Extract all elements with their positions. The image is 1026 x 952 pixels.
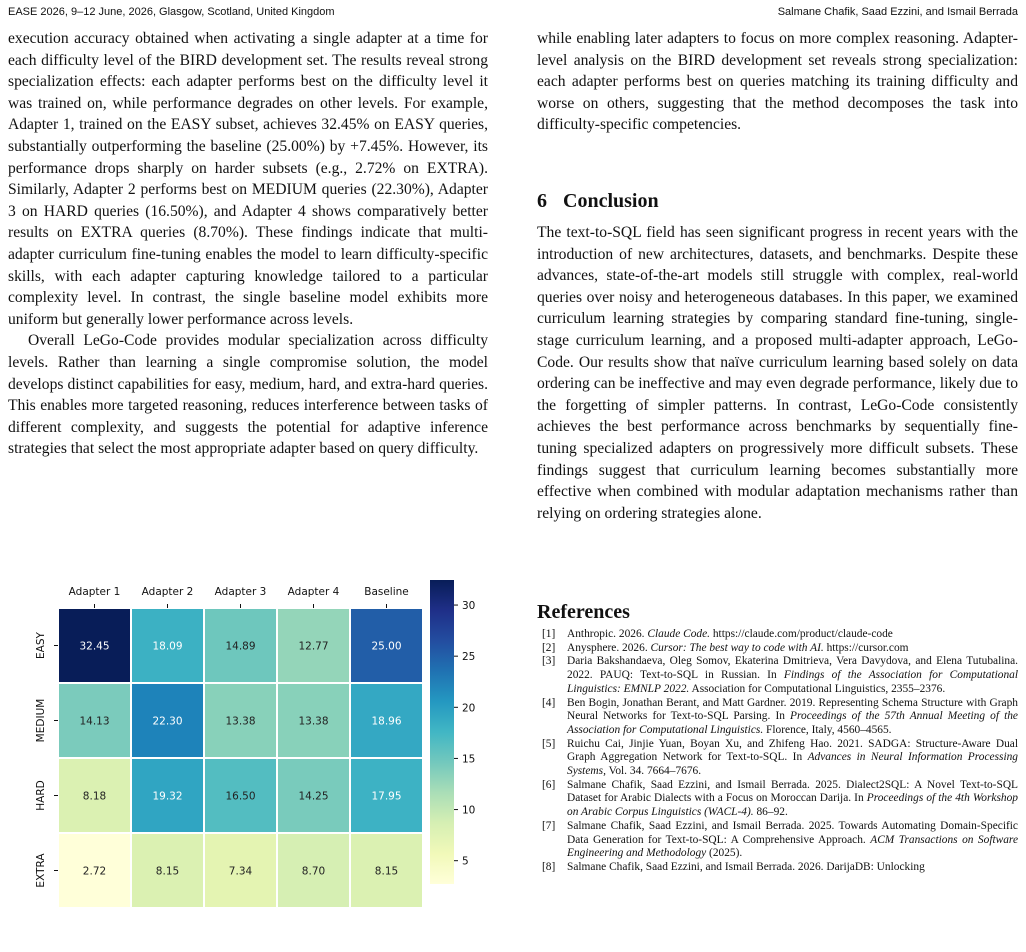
conclusion-paragraph: The text-to-SQL field has seen significant progress in recent years with the introduction of new architectures, datasets, and benchmarks. Despite these advances, state-of-the-art models still struggle with complex, real-world queries over noisy and heterogeneous databases. In this paper, we examined curriculum learning strategies by comparing standard fine-tuning, single-stage curriculum learning, and a proposed multi-adapter approach, LeGo-Code. Our results show that naïve curriculum learning based solely on data ordering can be ineffective and may even degrade performance, likely due to the forgetting of simpler patterns. In contrast, LeGo-Code consistently achieves the best performance across benchmarks by sequentially fine-tuning specialized adapters on progressively more difficult subsets. These findings suggest that curriculum learning becomes substantially more effective when combined with modular adaptation mechanisms rather than relying on ordering strategies alone.	[537, 224, 1018, 522]
column-label: Baseline	[364, 586, 409, 598]
reference-item: [1] Anthropic. 2026. Claude Code. https://claude.com/product/claude-code	[542, 628, 893, 640]
colorbar-tick-label: 30	[462, 600, 476, 613]
heatmap-cell-label: 19.32	[152, 790, 183, 803]
heatmap-cell-label: 8.70	[301, 865, 326, 878]
heatmap-row-labels	[35, 631, 58, 887]
paragraph: while enabling later adapters to focus on more complex reasoning. Adapter-level analysis on the BIRD development set reveals strong specialization: each adapter performs best on queries matching its training difficulty and worse on others, suggesting that the method decomposes the task into difficulty-specific competencies.	[537, 30, 1018, 134]
heatmap-cell-label: 8.15	[374, 865, 399, 878]
row-label: HARD	[35, 780, 47, 811]
heatmap-cell-label: 18.09	[152, 640, 183, 653]
heatmap-cell-label: 13.38	[298, 715, 329, 728]
paragraph: Overall LeGo-Code provides modular specialization across difficulty levels. Rather than learning a single compromise solution, the model develops distinct capabilities for easy, medium, hard, and extra-hard queries. This enables more targeted reasoning, reduces interference between tasks of different complexity, and suggests the potential for adaptive inference strategies that select the most appropriate adapter based on query difficulty.	[8, 332, 488, 458]
reference-item: [3] Daria Bakshandaeva, Oleg Somov, Ekaterina Dmitrieva, Vera Davydova, and Elena Tutubalina. 2022. PAUQ: Text-to-SQL in Russian. In Findings of the Association for Computational Linguistics: EMNLP 2022. Association for Computational Linguistics, 2355–2376.	[542, 655, 1019, 695]
heatmap-cell-label: 8.15	[155, 865, 180, 878]
row-label: EASY	[35, 632, 47, 659]
heatmap-cell-label: 16.50	[225, 790, 256, 803]
colorbar-tick-label: 10	[462, 804, 476, 817]
colorbar-tick-label: 25	[462, 651, 476, 664]
colorbar-ticks	[454, 600, 475, 868]
heatmap-cell-label: 7.34	[228, 865, 253, 878]
colorbar	[430, 580, 454, 884]
heatmap-cell-label: 2.72	[82, 865, 107, 878]
heatmap-cell-label: 13.38	[225, 715, 256, 728]
paragraph: execution accuracy obtained when activating a single adapter at a time for each difficulty level of the BIRD development set. The results reveal strong specialization effects: each adapter performs best on the difficulty level it was trained on, while performance degrades on other levels. For example, Adapter 1, trained on the EASY subset, achieves 32.45% on EASY queries, substantially outperforming the baseline (25.00%) by +7.45%. However, its performance drops sharply on harder subsets (e.g., 2.72% on EXTRA). Similarly, Adapter 2 performs best on MEDIUM queries (22.30%), Adapter 3 on HARD queries (16.50%), and Adapter 4 shows comparatively better results on EXTRA queries (8.70%). These findings indicate that multi-adapter curriculum fine-tuning enables the model to learn difficulty-specific skills, with each adapter capturing knowledge tailored to a particular complexity level. In contrast, the single baseline model exhibits more uniform but generally lower performance across levels.	[8, 30, 488, 328]
heatmap-cell-label: 18.96	[371, 715, 402, 728]
row-label: MEDIUM	[35, 698, 47, 743]
colorbar-tick-label: 15	[462, 753, 476, 766]
reference-item: [2] Anysphere. 2026. Cursor: The best way to code with AI. https://cursor.com	[542, 641, 909, 654]
right-column	[537, 28, 1018, 136]
reference-item: [8] Salmane Chafik, Saad Ezzini, and Ismail Berrada. 2026. DarijaDB: Unlocking	[542, 860, 925, 873]
heatmap-cell-label: 14.25	[298, 790, 329, 803]
heatmap-cell-label: 25.00	[371, 640, 402, 653]
column-label: Adapter 3	[214, 586, 267, 598]
heatmap-column-labels	[69, 586, 409, 608]
reference-item: [6] Salmane Chafik, Saad Ezzini, and Ismail Berrada. 2025. Dialect2SQL: A Novel Text-to-SQL Dataset for Arabic Dialects with a Focus on Moroccan Darija. In Proceedings of the 4th Workshop on Arabic Corpus Linguistics (WACL-4). 86–92.	[542, 778, 1018, 819]
reference-list	[537, 628, 1018, 875]
column-label: Adapter 1	[68, 586, 121, 598]
reference-item: [4] Ben Bogin, Jonathan Berant, and Matt Gardner. 2019. Representing Schema Structure with Graph Neural Networks for Text-to-SQL Parsing. In Proceedings of the 57th Annual Meeting of the Association for Computational Linguistics. Florence, Italy, 4560–4565.	[542, 696, 1018, 736]
heatmap-cell-label: 22.30	[152, 715, 183, 728]
running-header-venue: EASE 2026, 9–12 June, 2026, Glasgow, Scotland, United Kingdom	[8, 6, 335, 18]
running-header-authors: Salmane Chafik, Saad Ezzini, and Ismail Berrada	[777, 6, 1018, 18]
left-column	[8, 28, 488, 460]
column-label: Adapter 4	[287, 586, 340, 598]
heatmap-cell-label: 14.13	[79, 715, 110, 728]
adapter-heatmap	[14, 576, 504, 946]
section-heading	[537, 190, 659, 213]
heatmap-cell-label: 8.18	[82, 790, 107, 803]
reference-item: [5] Ruichu Cai, Jinjie Yuan, Boyan Xu, and Zhifeng Hao. 2021. SADGA: Structure-Aware Dual Graph Aggregation Network for Text-to-SQL. In Advances in Neural Information Processing Systems, Vol. 34. 7664–7676.	[542, 737, 1019, 778]
heatmap-cell-label: 17.95	[371, 790, 402, 803]
heatmap-cell-label: 14.89	[225, 640, 256, 653]
row-label: EXTRA	[35, 853, 47, 888]
section-title: Conclusion	[563, 190, 659, 212]
colorbar-tick-label: 5	[462, 855, 469, 868]
references-heading: References	[537, 601, 630, 623]
heatmap-cells	[58, 608, 423, 908]
colorbar-tick-label: 20	[462, 702, 476, 715]
heatmap-cell-label: 12.77	[298, 640, 329, 653]
section-number: 6	[537, 190, 547, 212]
column-label: Adapter 2	[141, 586, 194, 598]
heatmap-cell-label: 32.45	[79, 640, 110, 653]
reference-item: [7] Salmane Chafik, Saad Ezzini, and Ismail Berrada. 2025. Towards Automating Domain-Specific Data Generation for Text-to-SQL: A Comprehensive Approach. ACM Transactions on Software Engineering and Methodology (2025).	[542, 819, 1019, 860]
